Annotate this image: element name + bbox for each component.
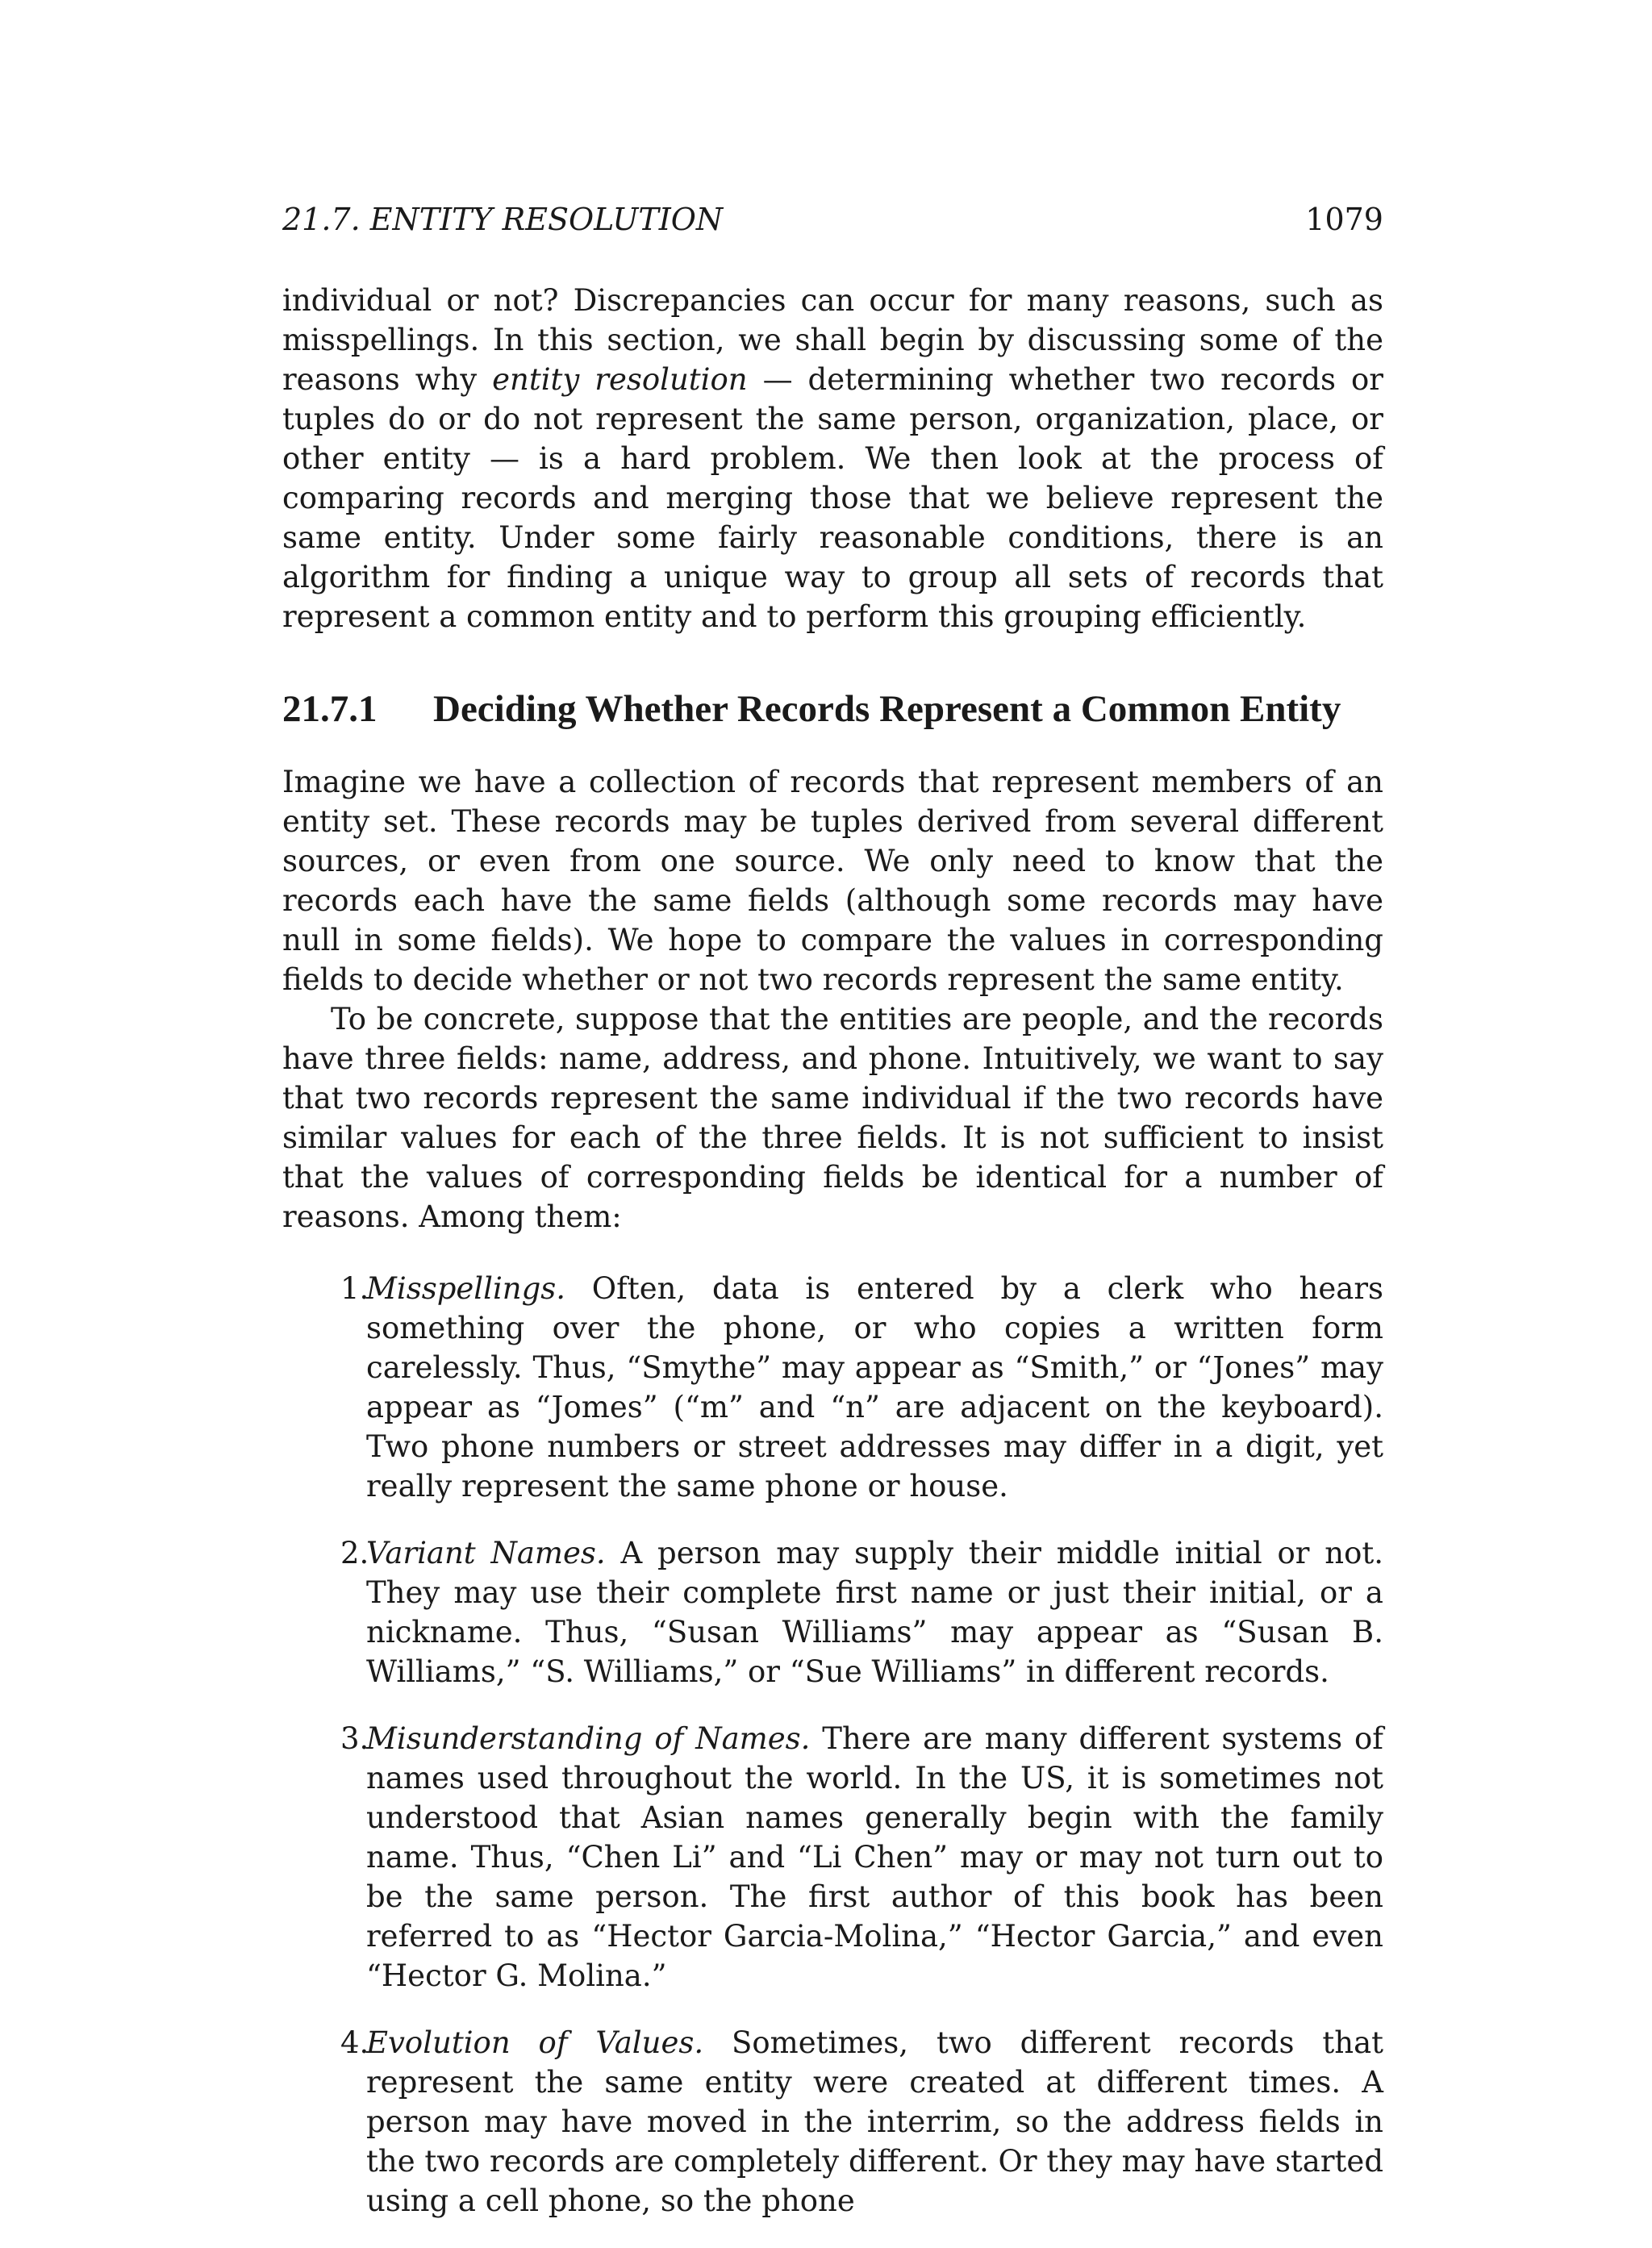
section-number: 21.7.1 [282,688,378,730]
list-item-title: Evolution of Values. [366,2025,704,2060]
reasons-list [282,1269,1383,2221]
list-item-body [366,1533,1383,1691]
book-page [282,200,1383,2248]
list-item-number: 4. [340,2025,369,2060]
list-item-body [366,1719,1383,1996]
intro-paragraph [282,281,1383,636]
intro-rest: — determining whether two records or tuples do or do not represent the same person, organization, place, or other entity — is a hard problem. We then look at the process of comparing records and merging those that we believe represent the same entity. Under some fairly reasonable conditions, there is an algorithm for finding a unique way to group all sets of records that represent a common entity and to perform this grouping efficiently. [282,362,1383,634]
list-item [282,2023,1383,2221]
list-item-text: Often, data is entered by a clerk who hears something over the phone, or who copies a written form carelessly. Thus, “Smythe” may appear as “Smith,” or “Jones” may appear as “Jomes” (“m” and “n” are adjacent on the keyboard). Two phone numbers or street addresses may differ in a digit, yet really represent the same phone or house. [366,1271,1383,1504]
list-item-body [366,2023,1383,2221]
list-item-title: Misunderstanding of Names. [366,1721,811,1756]
section-heading [282,686,1383,732]
list-item-number: 3. [340,1721,369,1756]
list-item-text: A person may supply their middle initial or not. They may use their complete first name or just their initial, or a nickname. Thus, “Susan Williams” may appear as “Susan B. Williams,” “S. Williams,” or “Sue Williams” in different records. [366,1536,1384,1689]
list-item-body [366,1269,1383,1506]
list-item [282,1533,1383,1691]
list-item-text: There are many different systems of names used throughout the world. In the US, it is sometimes not understood that Asian names generally begin with the family name. Thus, “Chen Li” and “Li Chen” may or may not turn out to be the same person. The first author of this book has been referred to as “Hector Garcia-Molina,” “Hector Garcia,” and even “Hector G. Molina.” [366,1721,1383,1993]
list-item-title: Variant Names. [366,1536,606,1570]
running-head-title: 21.7. ENTITY RESOLUTION [282,202,724,237]
list-item [282,1719,1383,1996]
list-item-title: Misspellings. [366,1271,566,1306]
body-paragraph-2: To be concrete, suppose that the entities are people, and the records have three fields: name, address, and phone. Intuitively, we want to say that two records represent the same individual if the two records have similar values for each of the three fields. It is not sufficient to insist that the values of corresponding fields be identical for a number of reasons. Among them: [282,1002,1383,1234]
list-item-number: 1. [340,1271,369,1306]
intro-lead: individual or not? Discrepancies can occur for many reasons, such as misspellings. In this section, we shall begin by discussing some of the reasons why [282,283,1383,397]
section-title: Deciding Whether Records Represent a Common Entity [433,688,1341,730]
body-paragraph-1: Imagine we have a collection of records that represent members of an entity set. These records may be tuples derived from several different sources, or even from one source. We only need to know that the records each have the same fields (although some records may have null in some fields). We hope to compare the values in corresponding fields to decide whether or not two records represent the same entity. [282,765,1383,997]
list-item [282,1269,1383,1506]
running-head [282,200,1383,239]
intro-term: entity resolution [492,362,748,397]
list-item-number: 2. [340,1536,369,1570]
page-number: 1079 [1305,202,1383,237]
list-item-text: Sometimes, two different records that represent the same entity were created at different times. A person may have moved in the interrim, so the address fields in the two records are completely different. Or they may have started using a cell phone, so the phone [366,2025,1384,2218]
